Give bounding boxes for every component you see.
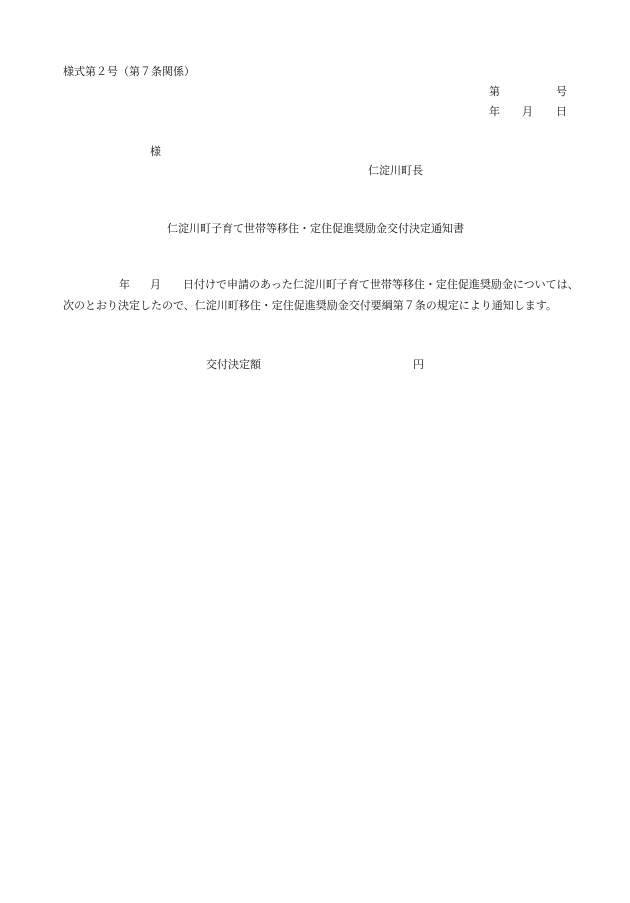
form-number-label: 様式第２号（第７条関係） [63, 65, 195, 78]
body-month-label: 月 [150, 278, 161, 291]
body-text-line-2: 次のとおり決定したので、仁淀川町移住・定住促進奨励金交付要綱第７条の規定により通知します。 [63, 299, 557, 312]
issuer-name: 仁淀川町長 [368, 164, 423, 177]
grant-amount-unit: 円 [413, 358, 424, 371]
addressee-honorific: 様 [150, 145, 161, 158]
grant-amount-label: 交付決定額 [206, 358, 261, 371]
document-number-prefix: 第 [489, 85, 500, 98]
date-year-label: 年 [489, 105, 500, 118]
document-title: 仁淀川町子育て世帯等移住・定住促進奨励金交付決定通知書 [167, 222, 464, 235]
document-number-suffix: 号 [556, 85, 567, 98]
body-year-label: 年 [119, 278, 130, 291]
date-month-label: 月 [522, 105, 533, 118]
date-day-label: 日 [556, 105, 567, 118]
body-text-line-1: 日付けで申請のあった仁淀川町子育て世帯等移住・定住促進奨励金については、 [183, 278, 579, 291]
